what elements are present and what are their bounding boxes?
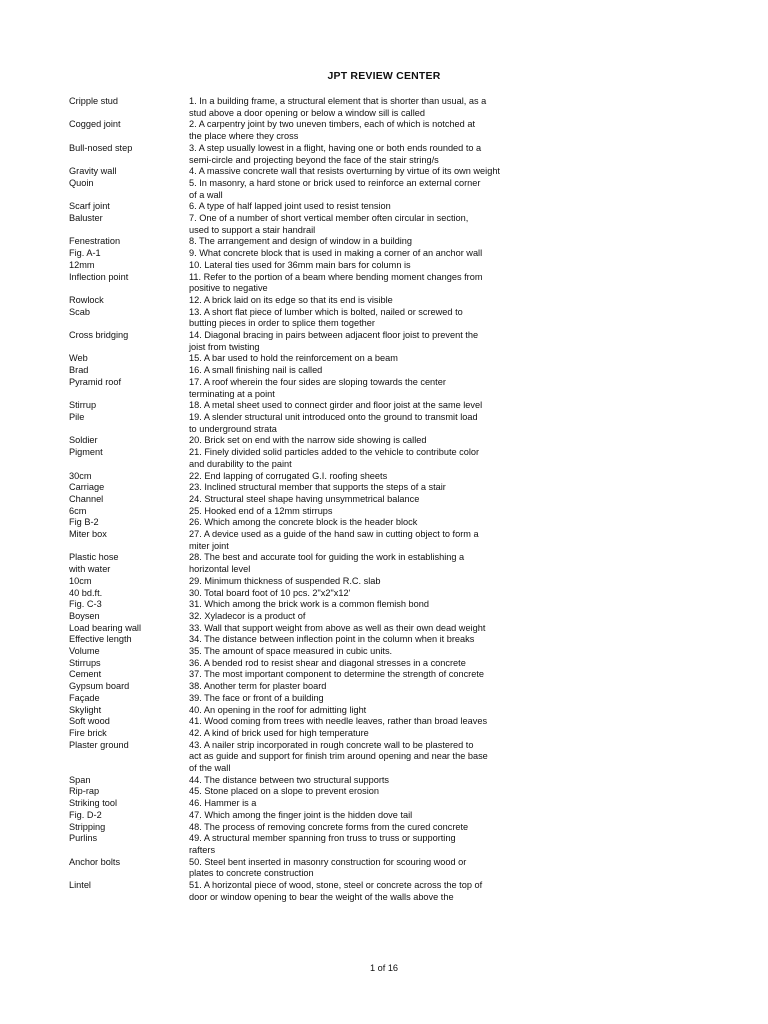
term-label [69, 260, 189, 272]
term-line: with water [69, 564, 111, 575]
term-line: Boysen [69, 610, 100, 621]
term-line: Stirrups [69, 657, 101, 668]
term-label [69, 576, 189, 588]
term-line: Volume [69, 646, 100, 657]
definition-line: 24. Structural steel shape having unsymmetrical balance [189, 493, 420, 504]
list-item [69, 377, 709, 400]
term-label [69, 236, 189, 248]
definition-text [189, 740, 519, 775]
list-item [69, 96, 709, 119]
list-item [69, 517, 709, 529]
term-line: 10cm [69, 575, 92, 586]
term-line: 6cm [69, 505, 87, 516]
term-label [69, 705, 189, 717]
term-label [69, 822, 189, 834]
term-line: Fig B-2 [69, 517, 99, 528]
definition-line: 13. A short flat piece of lumber which is bolted, nailed or screwed to [189, 306, 463, 317]
term-line: Baluster [69, 213, 103, 224]
term-line: 40 bd.ft. [69, 587, 103, 598]
list-item [69, 857, 709, 880]
list-item [69, 705, 709, 717]
term-label [69, 786, 189, 798]
term-label [69, 248, 189, 260]
definition-line: 17. A roof wherein the four sides are sloping towards the center [189, 376, 446, 387]
definition-line: 50. Steel bent inserted in masonry construction for scouring wood or [189, 856, 467, 867]
term-line: Rip-rap [69, 786, 100, 797]
term-label [69, 482, 189, 494]
definition-text [189, 517, 519, 529]
list-item [69, 353, 709, 365]
list-item [69, 166, 709, 178]
definition-line: 3. A step usually lowest in a flight, having one or both ends rounded to a [189, 142, 482, 153]
definition-text [189, 330, 519, 353]
list-item [69, 330, 709, 353]
definition-line: 46. Hammer is a [189, 798, 257, 809]
term-label [69, 599, 189, 611]
definition-text [189, 201, 519, 213]
definition-text [189, 272, 519, 295]
definition-text [189, 681, 519, 693]
term-label [69, 716, 189, 728]
term-label [69, 412, 189, 435]
definition-line: 14. Diagonal bracing in pairs between adjacent floor joist to prevent the [189, 330, 479, 341]
definition-text [189, 716, 519, 728]
term-label [69, 213, 189, 236]
definition-line: 29. Minimum thickness of suspended R.C. slab [189, 575, 381, 586]
list-item [69, 447, 709, 470]
definition-text [189, 471, 519, 483]
definition-line: to underground strata [189, 423, 277, 434]
definition-line: 49. A structural member spanning fron truss to truss or supporting [189, 833, 456, 844]
definition-text [189, 705, 519, 717]
term-label [69, 588, 189, 600]
list-item [69, 295, 709, 307]
term-line: Scab [69, 306, 90, 317]
definition-text [189, 775, 519, 787]
term-label [69, 552, 189, 575]
list-item [69, 646, 709, 658]
list-item [69, 272, 709, 295]
term-label [69, 529, 189, 552]
list-item [69, 669, 709, 681]
term-line: Soldier [69, 435, 98, 446]
term-line: Gravity wall [69, 166, 117, 177]
definition-text [189, 786, 519, 798]
definition-text [189, 447, 519, 470]
term-line: Skylight [69, 704, 102, 715]
term-label [69, 798, 189, 810]
list-item [69, 634, 709, 646]
definition-text [189, 658, 519, 670]
definition-line: 23. Inclined structural member that supports the steps of a stair [189, 482, 446, 493]
definition-text [189, 669, 519, 681]
list-item [69, 658, 709, 670]
term-line: Scarf joint [69, 201, 110, 212]
list-item [69, 798, 709, 810]
term-label [69, 471, 189, 483]
list-item [69, 119, 709, 142]
definition-line: 51. A horizontal piece of wood, stone, steel or concrete across the top of [189, 880, 483, 891]
term-label [69, 143, 189, 166]
list-item [69, 681, 709, 693]
definition-line: of a wall [189, 189, 223, 200]
list-item [69, 728, 709, 740]
term-line: Channel [69, 493, 104, 504]
definition-text [189, 693, 519, 705]
definition-line: 10. Lateral ties used for 36mm main bars for column is [189, 259, 411, 270]
list-item [69, 307, 709, 330]
definition-line: 33. Wall that support weight from above as well as their own dead weight [189, 622, 486, 633]
definition-text [189, 248, 519, 260]
definition-text [189, 166, 519, 178]
definition-line: 11. Refer to the portion of a beam where bending moment changes from [189, 271, 483, 282]
term-line: Span [69, 774, 91, 785]
term-line: Cogged joint [69, 119, 121, 130]
definition-text [189, 552, 519, 575]
term-label [69, 330, 189, 353]
term-line: Web [69, 353, 88, 364]
list-item [69, 786, 709, 798]
term-label [69, 365, 189, 377]
term-line: Gypsum board [69, 681, 130, 692]
definition-text [189, 213, 519, 236]
definition-line: 44. The distance between two structural supports [189, 774, 390, 785]
term-label [69, 517, 189, 529]
definition-text [189, 412, 519, 435]
definition-line: 35. The amount of space measured in cubic units. [189, 646, 393, 657]
definition-line: 41. Wood coming from trees with needle leaves, rather than broad leaves [189, 716, 488, 727]
term-label [69, 307, 189, 330]
term-label [69, 166, 189, 178]
definition-line: 47. Which among the finger joint is the hidden dove tail [189, 809, 413, 820]
list-item [69, 822, 709, 834]
definition-line: used to support a stair handrail [189, 224, 316, 235]
definition-line: 20. Brick set on end with the narrow side showing is called [189, 435, 427, 446]
definition-line: joist from twisting [189, 341, 260, 352]
definition-text [189, 353, 519, 365]
list-item [69, 588, 709, 600]
definition-line: 9. What concrete block that is used in making a corner of an anchor wall [189, 248, 483, 259]
definition-line: 19. A slender structural unit introduced onto the ground to transmit load [189, 411, 478, 422]
definition-line: 7. One of a number of short vertical member often circular in section, [189, 213, 469, 224]
term-line: Soft wood [69, 716, 110, 727]
definition-line: 40. An opening in the roof for admitting light [189, 704, 367, 715]
list-item [69, 201, 709, 213]
term-line: Purlins [69, 833, 98, 844]
term-line: 30cm [69, 470, 92, 481]
list-item [69, 213, 709, 236]
definition-line: terminating at a point [189, 388, 275, 399]
list-item [69, 740, 709, 775]
list-item [69, 435, 709, 447]
definition-line: of the wall [189, 763, 231, 774]
term-line: Quoin [69, 177, 94, 188]
list-item [69, 716, 709, 728]
page-title: JPT REVIEW CENTER [327, 70, 441, 82]
definition-line: 4. A massive concrete wall that resists overturning by virtue of its own weight [189, 166, 500, 177]
term-label [69, 178, 189, 201]
term-line: Rowlock [69, 294, 104, 305]
list-item [69, 693, 709, 705]
definition-text [189, 880, 519, 903]
term-label [69, 857, 189, 880]
term-label [69, 775, 189, 787]
term-line: Cripple stud [69, 96, 119, 106]
term-label [69, 623, 189, 635]
term-label [69, 435, 189, 447]
list-item [69, 260, 709, 272]
term-line: Fig. D-2 [69, 809, 102, 820]
definition-line: 31. Which among the brick work is a common flemish bond [189, 599, 429, 610]
definition-line: act as guide and support for finish trim around opening and near the base [189, 751, 488, 762]
definition-text [189, 377, 519, 400]
term-label [69, 810, 189, 822]
list-item [69, 248, 709, 260]
definition-line: 22. End lapping of corrugated G.I. roofing sheets [189, 470, 388, 481]
definition-line: 18. A metal sheet used to connect girder and floor joist at the same level [189, 400, 483, 411]
definition-line: 1. In a building frame, a structural element that is shorter than usual, as a [189, 96, 487, 106]
list-item [69, 494, 709, 506]
term-line: Fire brick [69, 727, 107, 738]
term-label [69, 880, 189, 903]
term-label [69, 611, 189, 623]
definition-text [189, 178, 519, 201]
definition-text [189, 119, 519, 142]
term-label [69, 693, 189, 705]
term-label [69, 833, 189, 856]
term-line: Pigment [69, 447, 103, 458]
definition-line: 16. A small finishing nail is called [189, 365, 323, 376]
term-line: Striking tool [69, 798, 118, 809]
definition-text [189, 435, 519, 447]
term-line: Brad [69, 365, 89, 376]
term-label [69, 658, 189, 670]
definition-line: positive to negative [189, 283, 268, 294]
definition-line: 15. A bar used to hold the reinforcement on a beam [189, 353, 398, 364]
definition-text [189, 365, 519, 377]
term-label [69, 400, 189, 412]
list-item [69, 552, 709, 575]
term-label [69, 634, 189, 646]
definition-line: 8. The arrangement and design of window in a building [189, 236, 413, 247]
definition-line: 48. The process of removing concrete forms from the cured concrete [189, 821, 469, 832]
definition-text [189, 96, 519, 119]
term-line: Load bearing wall [69, 622, 142, 633]
term-label [69, 669, 189, 681]
term-line: Fenestration [69, 236, 121, 247]
term-line: 12mm [69, 259, 95, 270]
term-label [69, 272, 189, 295]
definition-line: 30. Total board foot of 10 pcs. 2"x2"x12' [189, 587, 351, 598]
list-item [69, 506, 709, 518]
definition-line: 12. A brick laid on its edge so that its end is visible [189, 294, 393, 305]
definition-line: 25. Hooked end of a 12mm stirrups [189, 505, 333, 516]
term-line: Stirrup [69, 400, 97, 411]
term-line: Stripping [69, 821, 106, 832]
definition-line: 34. The distance between inflection point in the column when it breaks [189, 634, 475, 645]
list-item [69, 143, 709, 166]
definition-line: 26. Which among the concrete block is the header block [189, 517, 418, 528]
definition-text [189, 833, 519, 856]
definition-text [189, 307, 519, 330]
term-label [69, 201, 189, 213]
definition-text [189, 588, 519, 600]
definition-text [189, 295, 519, 307]
definition-text [189, 260, 519, 272]
term-line: Plastic hose [69, 552, 119, 563]
term-line: Façade [69, 692, 100, 703]
definition-text [189, 599, 519, 611]
definition-line: 27. A device used as a guide of the hand saw in cutting object to form a [189, 529, 479, 540]
list-item [69, 471, 709, 483]
list-item [69, 623, 709, 635]
term-label [69, 447, 189, 470]
term-line: Plaster ground [69, 739, 129, 750]
definition-text [189, 482, 519, 494]
definition-text [189, 576, 519, 588]
definition-text [189, 623, 519, 635]
definition-text [189, 400, 519, 412]
term-line: Carriage [69, 482, 105, 493]
term-label [69, 728, 189, 740]
page-number: 1 of 16 [369, 963, 399, 973]
list-item [69, 365, 709, 377]
term-line: Cement [69, 669, 102, 680]
definition-line: plates to concrete construction [189, 868, 314, 879]
definition-text [189, 494, 519, 506]
term-line: Bull-nosed step [69, 142, 133, 153]
definition-text [189, 611, 519, 623]
definition-line: 45. Stone placed on a slope to prevent erosion [189, 786, 380, 797]
list-item [69, 810, 709, 822]
definition-line: 32. Xyladecor is a product of [189, 610, 306, 621]
list-item [69, 599, 709, 611]
list-item [69, 576, 709, 588]
term-label [69, 681, 189, 693]
definition-line: 5. In masonry, a hard stone or brick used to reinforce an external corner [189, 177, 481, 188]
list-item [69, 412, 709, 435]
list-item [69, 775, 709, 787]
definition-line: 28. The best and accurate tool for guiding the work in establishing a [189, 552, 465, 563]
definition-text [189, 810, 519, 822]
list-item [69, 400, 709, 412]
definition-line: 2. A carpentry joint by two uneven timbers, each of which is notched at [189, 119, 475, 130]
list-item [69, 611, 709, 623]
list-item [69, 482, 709, 494]
term-line: Pile [69, 411, 85, 422]
definition-line: door or window opening to bear the weight of the walls above the [189, 891, 454, 902]
definition-line: 38. Another term for plaster board [189, 681, 327, 692]
term-line: Fig. A-1 [69, 248, 101, 259]
term-line: Effective length [69, 634, 132, 645]
term-label [69, 494, 189, 506]
definition-text [189, 728, 519, 740]
list-item [69, 833, 709, 856]
definition-line: semi-circle and projecting beyond the face of the stair string/s [189, 154, 439, 165]
term-line: Miter box [69, 529, 107, 540]
term-definition-list [69, 96, 709, 904]
definition-text [189, 143, 519, 166]
term-label [69, 353, 189, 365]
term-label [69, 740, 189, 775]
term-label [69, 295, 189, 307]
list-item [69, 880, 709, 903]
definition-line: 21. Finely divided solid particles added to the vehicle to contribute color [189, 447, 480, 458]
term-label [69, 119, 189, 142]
definition-text [189, 236, 519, 248]
term-line: Cross bridging [69, 330, 129, 341]
definition-line: stud above a door opening or below a window sill is called [189, 107, 425, 118]
definition-text [189, 798, 519, 810]
definition-line: 37. The most important component to determine the strength of concrete [189, 669, 485, 680]
definition-text [189, 857, 519, 880]
definition-line: 39. The face or front of a building [189, 692, 324, 703]
definition-line: 42. A kind of brick used for high temperature [189, 727, 369, 738]
definition-line: and durability to the paint [189, 458, 292, 469]
definition-text [189, 529, 519, 552]
term-label [69, 506, 189, 518]
term-line: Fig. C-3 [69, 599, 102, 610]
definition-text [189, 646, 519, 658]
term-label [69, 377, 189, 400]
definition-line: the place where they cross [189, 131, 299, 142]
term-line: Anchor bolts [69, 856, 121, 867]
definition-line: 36. A bended rod to resist shear and diagonal stresses in a concrete [189, 657, 466, 668]
definition-text [189, 506, 519, 518]
term-label [69, 96, 189, 119]
definition-line: 6. A type of half lapped joint used to resist tension [189, 201, 391, 212]
term-line: Lintel [69, 880, 91, 891]
list-item [69, 236, 709, 248]
definition-line: butting pieces in order to splice them together [189, 318, 375, 329]
list-item [69, 529, 709, 552]
list-item [69, 178, 709, 201]
definition-text [189, 822, 519, 834]
definition-line: horizontal level [189, 564, 251, 575]
term-line: Inflection point [69, 271, 129, 282]
definition-line: 43. A nailer strip incorporated in rough concrete wall to be plastered to [189, 739, 474, 750]
term-line: Pyramid roof [69, 376, 122, 387]
definition-line: rafters [189, 845, 216, 855]
definition-text [189, 634, 519, 646]
definition-line: miter joint [189, 540, 229, 551]
term-label [69, 646, 189, 658]
